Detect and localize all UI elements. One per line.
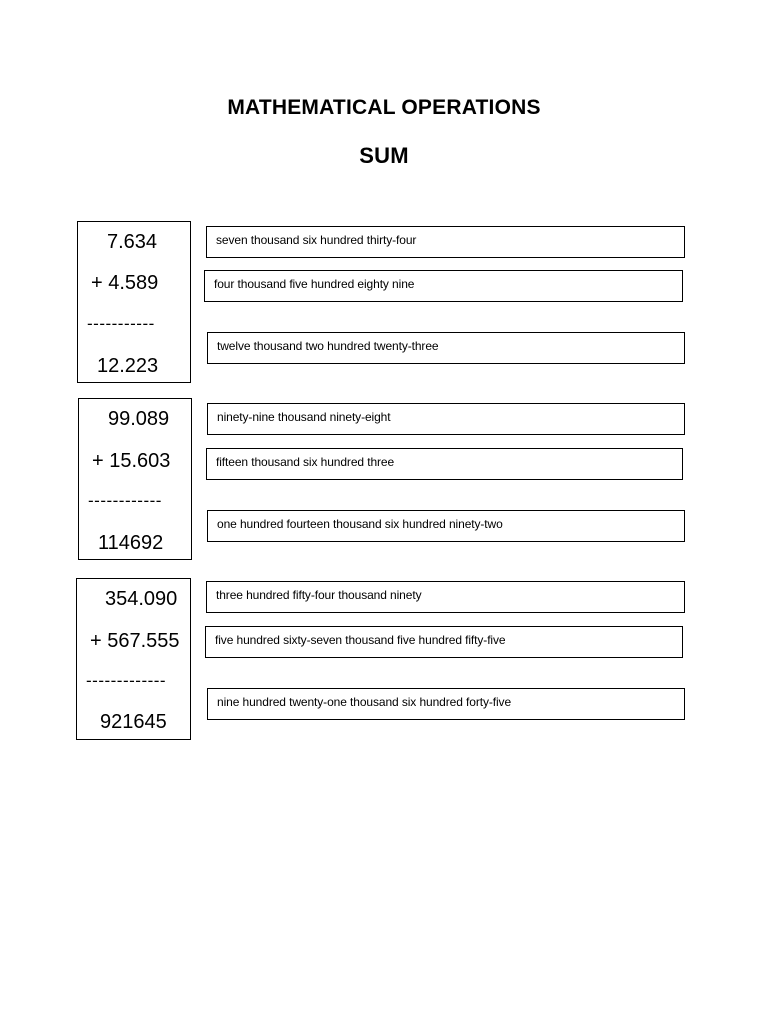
sum-result: 114692 (98, 532, 164, 554)
sum-result: 12.223 (97, 355, 159, 377)
word-text: one hundred fourteen thousand six hundred ninety-two (217, 517, 503, 531)
word-text: five hundred sixty-seven thousand five hundred fifty-five (215, 633, 506, 647)
word-box-2-result (207, 510, 685, 542)
separator-line: ------------ (88, 491, 162, 510)
page-title: MATHEMATICAL OPERATIONS (227, 96, 541, 119)
addend-2: + 15.603 (92, 450, 171, 472)
word-box-3-addend-1 (206, 581, 685, 613)
word-box-1-addend-2 (204, 270, 683, 302)
page-subtitle: SUM (359, 143, 409, 168)
word-text: fifteen thousand six hundred three (216, 455, 395, 469)
word-box-3-result (207, 688, 685, 720)
separator-line: ----------- (87, 314, 155, 333)
word-box-1-addend-1 (206, 226, 685, 258)
word-text: twelve thousand two hundred twenty-three (217, 339, 439, 353)
addend-1: 99.089 (108, 408, 170, 430)
addend-1: 7.634 (107, 231, 158, 253)
separator-line: ------------- (86, 671, 167, 690)
addend-1: 354.090 (105, 588, 178, 610)
word-text: ninety-nine thousand ninety-eight (217, 410, 391, 424)
sum-box-2 (78, 398, 192, 560)
addend-2: + 567.555 (90, 630, 180, 652)
addend-2: + 4.589 (91, 272, 159, 294)
word-text: four thousand five hundred eighty nine (214, 277, 415, 291)
word-box-3-addend-2 (205, 626, 683, 658)
word-text: three hundred fifty-four thousand ninety (216, 588, 422, 602)
word-text: nine hundred twenty-one thousand six hundred forty-five (217, 695, 512, 709)
word-box-2-addend-1 (207, 403, 685, 435)
word-text: seven thousand six hundred thirty-four (216, 233, 417, 247)
word-box-2-addend-2 (206, 448, 683, 480)
sum-box-3 (76, 578, 191, 740)
word-box-1-result (207, 332, 685, 364)
sum-box-1 (77, 221, 191, 383)
sum-result: 921645 (100, 711, 167, 733)
